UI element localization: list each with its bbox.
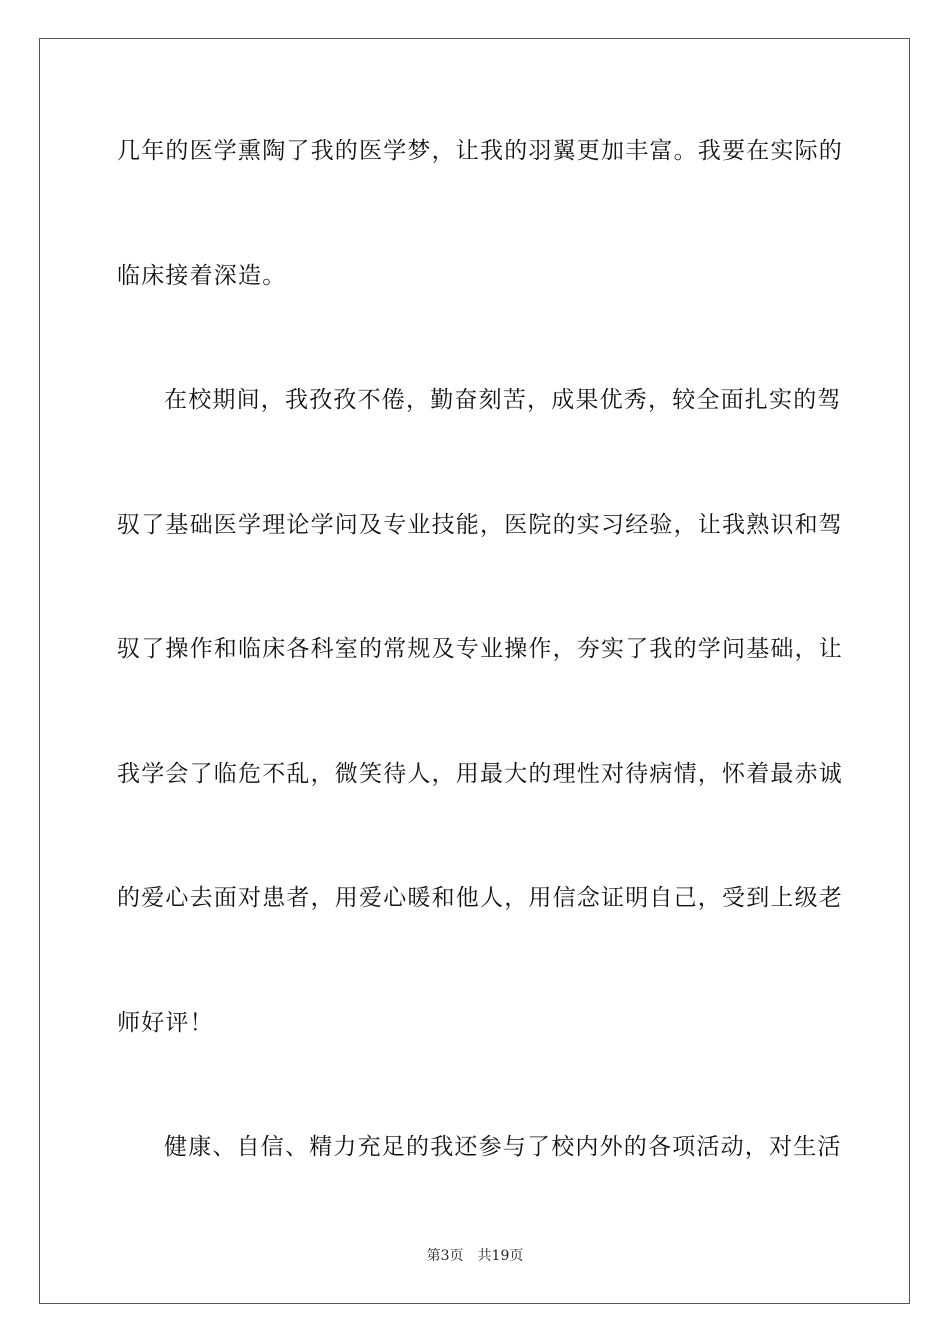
text-line: 健康、自信、精力充足的我还参与了校内外的各项活动，对生活: [164, 1134, 842, 1160]
text-line: 的爱心去面对患者，用爱心暖和他人，用信念证明自己，受到上级老: [117, 885, 843, 911]
text-line: 师好评！: [117, 1009, 214, 1036]
page-number: 第3页: [426, 1248, 464, 1264]
text-line: 几年的医学熏陶了我的医学梦，让我的羽翼更加丰富。我要在实际的: [117, 138, 843, 164]
text-line: 驭了基础医学理论学问及专业技能，医院的实习经验，让我熟识和驾: [117, 511, 843, 538]
total-pages: 共19页: [477, 1248, 524, 1264]
text-line: 临床接着深造。: [117, 262, 287, 289]
document-body: [117, 128, 843, 1249]
page-footer: [0, 1246, 950, 1266]
text-line: 我学会了临危不乱，微笑待人，用最大的理性对待病情，怀着最赤诚: [117, 760, 843, 787]
text-line: 在校期间，我孜孜不倦，勤奋刻苦，成果优秀，较全面扎实的驾: [164, 387, 842, 413]
text-line: 驭了操作和临床各科室的常规及专业操作，夯实了我的学问基础，让: [117, 636, 843, 662]
